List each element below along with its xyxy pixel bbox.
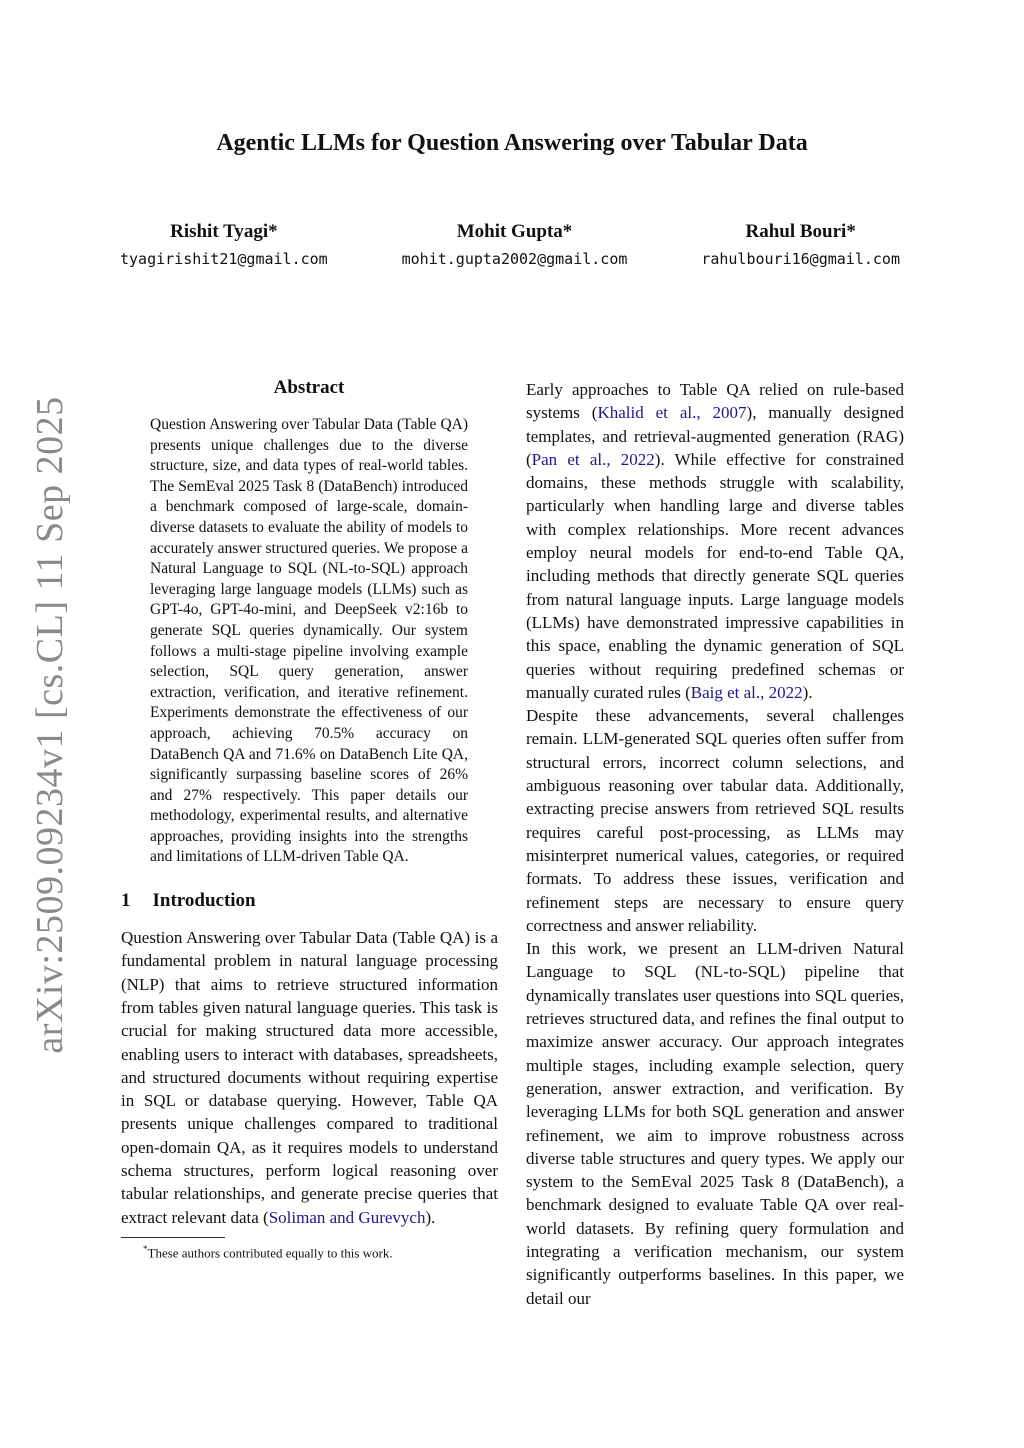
paragraph-early-approaches	[526, 378, 904, 704]
paragraph-text: Early approaches to Table QA relied on rule-based systems (	[526, 380, 904, 423]
paragraph-challenges: Despite these advancements, several challenges remain. LLM-generated SQL queries often suffer from structural errors, incorrect column selections, and ambiguous reasoning over tabular data. Additionally, extracting precise answers from retrieved SQL results requires careful post-processing, as LLMs may misinterpret numerical values, categories, or required formats. To address these issues, verification and refinement steps are necessary to ensure query correctness and answer reliability.	[526, 706, 904, 935]
footnote-mark: *	[143, 1243, 148, 1254]
author	[120, 219, 328, 271]
paragraph-text: ).	[802, 682, 813, 702]
citation-link[interactable]: Baig et al., 2022	[690, 682, 803, 702]
section-title: Introduction	[152, 890, 256, 912]
footnote-text: These authors contributed equally to this work.	[147, 1245, 393, 1261]
abstract-text: Question Answering over Tabular Data (Table QA) presents unique challenges due to the diverse structure, size, and data types of real-world tables. The SemEval 2025 Task 8 (DataBench) introduced a benchmark composed of large-scale, domain-diverse datasets to evaluate the ability of models to accurately answer structured queries. We propose a Natural Language to SQL (NL-to-SQL) approach leveraging large language models (LLMs) such as GPT-4o, GPT-4o-mini, and DeepSeek v2:16b to generate SQL queries dynamically. Our system follows a multi-stage pipeline involving example selection, SQL query generation, answer extraction, verification, and iterative refinement. Experiments demonstrate the effectiveness of our approach, achieving 70.5% accuracy on DataBench QA and 71.6% on DataBench Lite QA, significantly surpassing baseline scores of 26% and 27% respectively. This paper details our methodology, experimental results, and alternative approaches, providing insights into the strengths and limitations of LLM-driven Table QA.	[150, 416, 468, 866]
paper-title: Agentic LLMs for Question Answering over Tabular Data	[216, 130, 808, 156]
citation-link[interactable]: Soliman and Gurevych	[268, 1207, 426, 1227]
right-column	[526, 378, 904, 1310]
arxiv-stamp: arXiv:2509.09234v1 [cs.CL] 11 Sep 2025	[29, 396, 71, 1054]
intro-text: Question Answering over Tabular Data (Table QA) is a fundamental problem in natural language processing (NLP) that aims to retrieve structured information from tables given natural language queries. This task is crucial for making structured data more accessible, enabling users to interact with databases, spreadsheets, and structured documents without requiring expertise in SQL or database querying. However, Table QA presents unique challenges compared to traditional open-domain QA, as it requires models to understand schema structures, perform logical reasoning over tabular relationships, and generate precise queries that extract relevant data (	[121, 928, 498, 1227]
left-column	[121, 377, 498, 1261]
footnote	[121, 1244, 498, 1261]
author	[402, 219, 628, 271]
author-name: Rahul Bouri*	[745, 221, 856, 242]
intro-text-end: ).	[425, 1207, 436, 1227]
author-email[interactable]: mohit.gupta2002@gmail.com	[401, 250, 628, 268]
citation-link[interactable]: Khalid et al., 2007	[597, 403, 747, 423]
author-email[interactable]: tyagirishit21@gmail.com	[120, 250, 328, 268]
author-list	[120, 219, 900, 271]
author-email[interactable]: rahulbouri16@gmail.com	[701, 250, 900, 268]
section-heading-introduction	[121, 890, 498, 912]
footnote-divider	[121, 1237, 225, 1238]
paragraph-this-work: In this work, we present an LLM-driven Natural Language to SQL (NL-to-SQL) pipeline that dynamically translates user questions into SQL queries, retrieves structured data, and refines the final output to maximize answer accuracy. Our approach integrates multiple stages, including example selection, query generation, answer extraction, and verification. By leveraging LLMs for both SQL generation and answer refinement, we aim to improve robustness across diverse table structures and query types. We apply our system to the SemEval 2025 Task 8 (DataBench), a benchmark designed to evaluate Table QA over real-world datasets. By refining query formulation and integrating a verification mechanism, our system significantly outperforms baselines. In this paper, we detail our	[526, 939, 904, 1308]
citation-link[interactable]: Pan et al., 2022	[531, 449, 655, 469]
paragraph-text: ), manually designed templates, and retrieval-augmented generation (RAG) (	[526, 403, 905, 469]
intro-paragraph	[121, 926, 498, 1229]
author-name: Mohit Gupta*	[456, 221, 573, 242]
abstract-heading: Abstract	[273, 377, 345, 398]
section-number: 1	[121, 890, 131, 912]
author	[701, 219, 900, 271]
paragraph-text: ). While effective for constrained domains, these methods struggle with scalability, particularly when handling large and diverse tables with complex relationships. More recent advances employ neural models for end-to-end Table QA, including methods that directly generate SQL queries from natural language inputs. Large language models (LLMs) have demonstrated impressive capabilities in this space, enabling the dynamic generation of SQL queries without requiring predefined schemas or manually curated rules (	[526, 449, 904, 702]
author-name: Rishit Tyagi*	[170, 221, 278, 242]
